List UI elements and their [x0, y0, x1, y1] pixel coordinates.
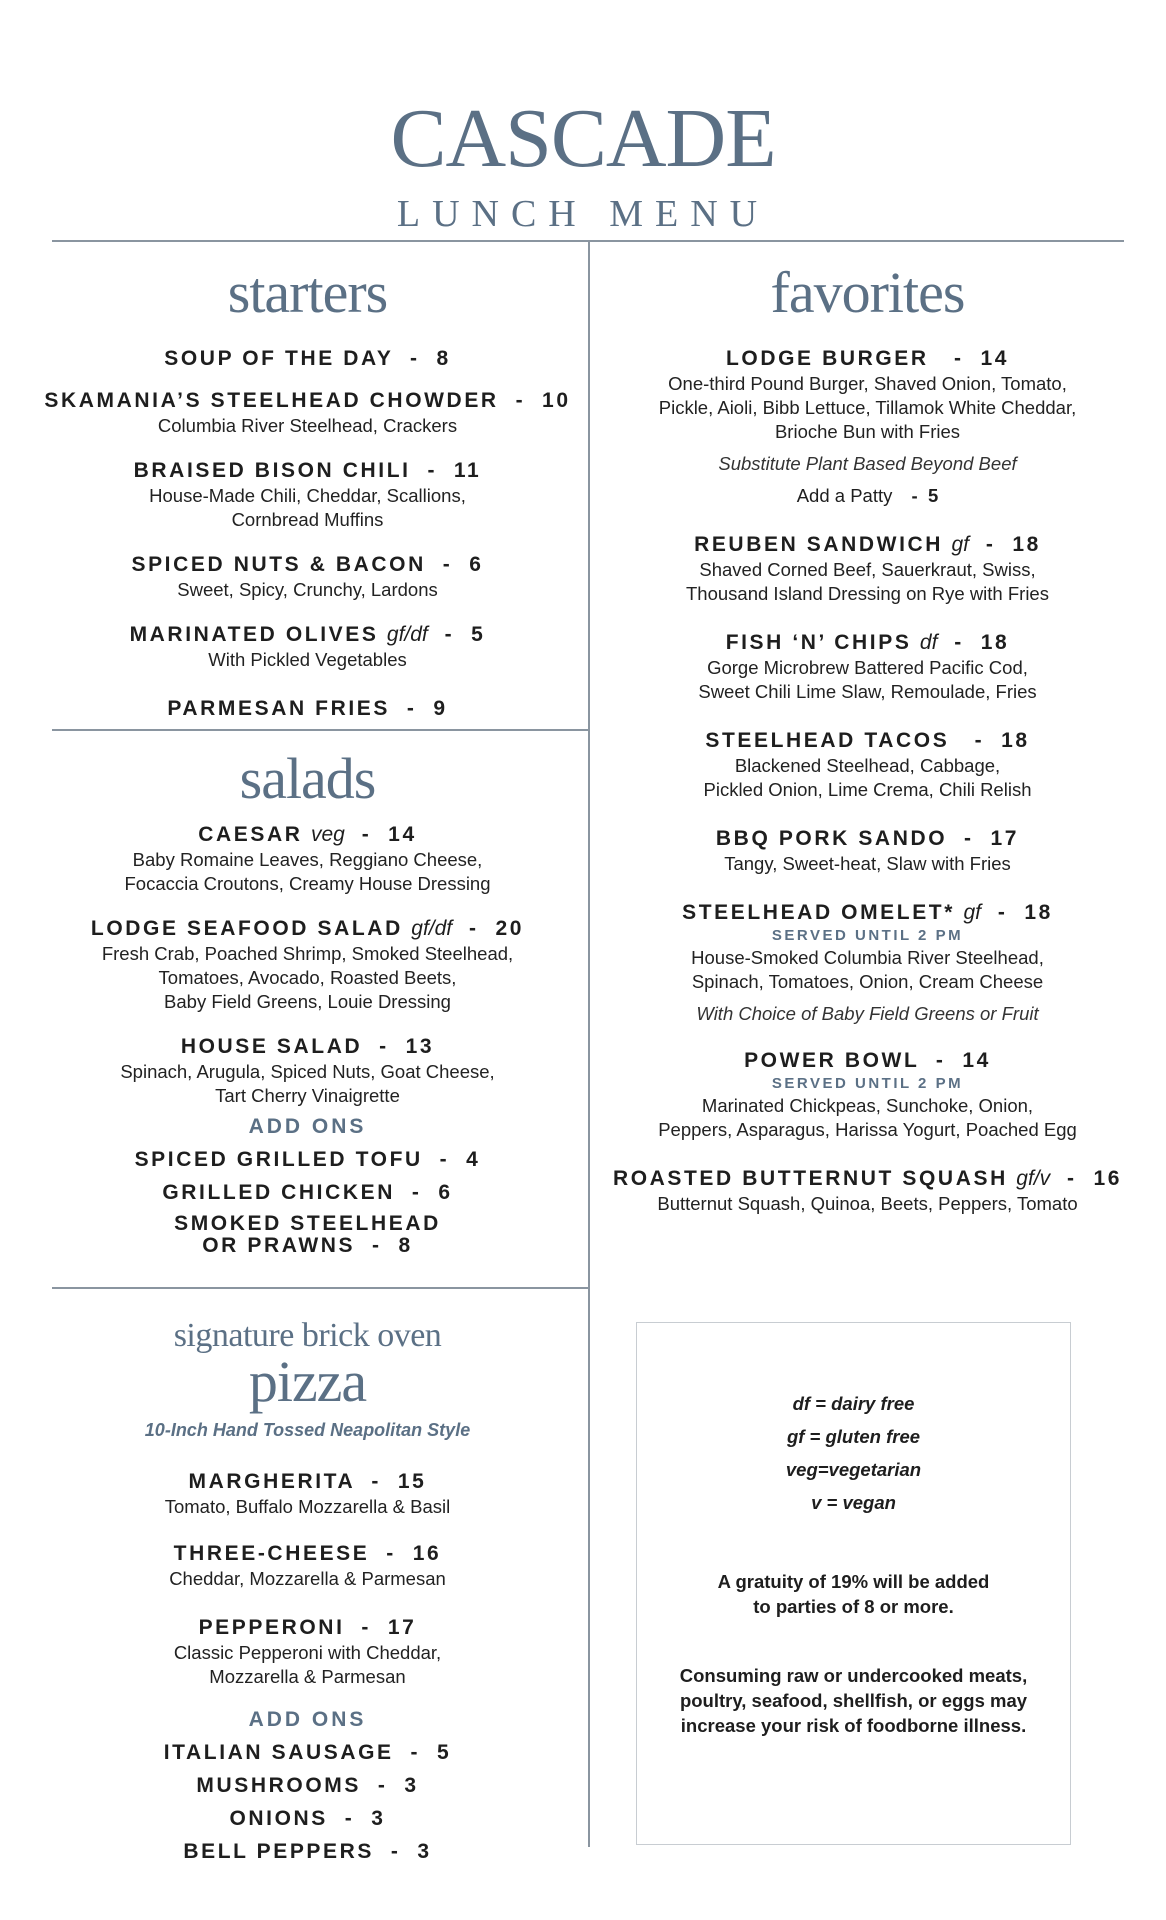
legend-key: df = dairy free: [792, 1393, 915, 1414]
menu-item: HOUSE SALAD - 13 Spinach, Arugula, Spiced Nuts, Goat Cheese, Tart Cherry Vinaigrette: [120, 1035, 495, 1106]
food-safety-warning: Consuming raw or undercooked meats, poultry, seafood, shellfish, or eggs may increase your risk of foodborne illness.: [679, 1665, 1028, 1736]
menu-item: STEELHEAD TACOS - 18 Blackened Steelhead, Cabbage, Pickled Onion, Lime Crema, Chili Relish: [703, 729, 1032, 800]
pizza-pretitle: signature brick oven: [173, 1317, 442, 1354]
restaurant-name: cascade: [390, 59, 776, 192]
menu-header: [0, 59, 1166, 236]
legend-box: [636, 1322, 1071, 1845]
menu-item: MARGHERITA - 15 Tomato, Buffalo Mozzarella & Basil: [164, 1470, 451, 1517]
salads-divider: [52, 1287, 588, 1289]
addon-item: BELL PEPPERS - 3: [183, 1840, 432, 1863]
addon-item: ONIONS - 3: [229, 1807, 386, 1830]
menu-item: STEELHEAD OMELET* gf - 18 SERVED UNTIL 2 PM House-Smoked Columbia River Steelhead, Spinach, Tomatoes, Onion, Cream Cheese With Choice of Baby Field Greens or Fruit: [600, 900, 1135, 1026]
menu-item: LODGE BURGER - 14 One-third Pound Burger, Shaved Onion, Tomato, Pickle, Aioli, Bibb Lettuce, Tillamok White Cheddar, Brioche Bun with Fries Substitute Plant Based Beyond Beef Add a Patty - 5: [658, 347, 1077, 506]
menu-item: SKAMANIA’S STEELHEAD CHOWDER - 10 Columbia River Steelhead, Crackers: [44, 389, 571, 436]
menu-item: REUBEN SANDWICH gf - 18 Shaved Corned Beef, Sauerkraut, Swiss, Thousand Island Dressing on Rye with Fries: [686, 533, 1049, 604]
menu-item: BBQ PORK SANDO - 17 Tangy, Sweet-heat, Slaw with Fries: [715, 827, 1020, 874]
menu-item: LODGE SEAFOOD SALAD gf/df - 20 Fresh Crab, Poached Shrimp, Smoked Steelhead, Tomatoes, Avocado, Roasted Beets, Baby Field Greens, Louie Dressing: [90, 917, 525, 1012]
menu-item: PARMESAN FRIES - 9: [167, 697, 448, 720]
legend-key: gf = gluten free: [786, 1426, 921, 1447]
addon-item: ITALIAN SAUSAGE - 5: [163, 1741, 452, 1764]
pizza-title: pizza: [248, 1349, 367, 1414]
addon-item: MUSHROOMS - 3: [196, 1774, 419, 1797]
salads-title: salads: [239, 746, 376, 811]
served-until-note: SERVED UNTIL 2 PM: [771, 927, 964, 944]
menu-item: PEPPERONI - 17 Classic Pepperoni with Cheddar, Mozzarella & Parmesan: [173, 1616, 442, 1687]
menu-item: THREE-CHEESE - 16 Cheddar, Mozzarella & Parmesan: [169, 1542, 446, 1589]
menu-item: FISH ‘N’ CHIPS df - 18 Gorge Microbrew Battered Pacific Cod, Sweet Chili Lime Slaw, Remoulade, Fries: [698, 631, 1037, 702]
menu-item: SOUP OF THE DAY - 8: [164, 347, 451, 370]
pizza-section: [40, 1318, 575, 1865]
menu-item: POWER BOWL - 14 SERVED UNTIL 2 PM Marinated Chickpeas, Sunchoke, Onion, Peppers, Asparagus, Harissa Yogurt, Poached Egg: [600, 1048, 1135, 1142]
menu-item: ROASTED BUTTERNUT SQUASH gf/v - 16 Butternut Squash, Quinoa, Beets, Peppers, Tomato: [612, 1167, 1123, 1214]
legend-key: v = vegan: [811, 1492, 896, 1513]
pizza-subtitle: 10-Inch Hand Tossed Neapolitan Style: [144, 1420, 471, 1440]
salad-addons-label: ADD ONS: [248, 1115, 367, 1138]
menu-item: MARINATED OLIVES gf/df - 5 With Pickled Vegetables: [129, 623, 486, 670]
pizza-addons-label: ADD ONS: [248, 1708, 367, 1731]
favorites-section: [600, 262, 1135, 1216]
legend-key: veg=vegetarian: [785, 1459, 922, 1480]
addon-item: SPICED GRILLED TOFU - 4: [134, 1148, 481, 1171]
column-divider: [588, 242, 590, 1847]
addon-item: GRILLED CHICKEN - 6: [162, 1181, 453, 1204]
favorites-title: favorites: [770, 260, 965, 325]
menu-item: BRAISED BISON CHILI - 11 House-Made Chili, Cheddar, Scallions, Cornbread Muffins: [133, 459, 482, 530]
starters-divider: [52, 729, 588, 731]
menu-item: CAESAR veg - 14 Baby Romaine Leaves, Reggiano Cheese, Focaccia Croutons, Creamy House Dressing: [124, 823, 491, 894]
starters-section: [40, 262, 575, 722]
served-until-note: SERVED UNTIL 2 PM: [771, 1075, 964, 1092]
addon-item: SMOKED STEELHEAD OR PRAWNS - 8: [174, 1212, 441, 1257]
starters-title: starters: [227, 260, 388, 325]
menu-item: SPICED NUTS & BACON - 6 Sweet, Spicy, Crunchy, Lardons: [131, 553, 484, 600]
salads-section: [40, 748, 575, 1257]
menu-subtitle: LUNCH MENU: [396, 193, 770, 235]
gratuity-note: A gratuity of 19% will be added to parties of 8 or more.: [717, 1571, 990, 1617]
